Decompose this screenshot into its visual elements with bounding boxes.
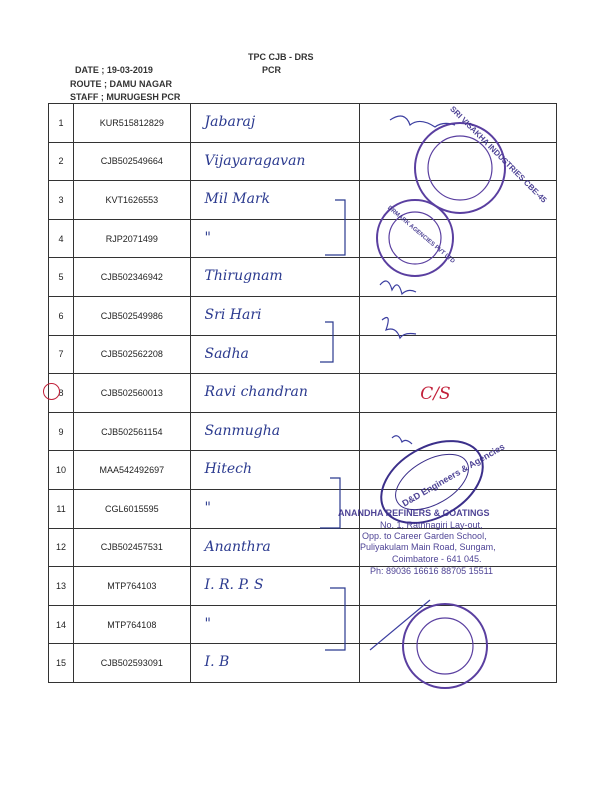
handwritten-recipient-name: Sri Hari — [204, 306, 262, 323]
table-row — [49, 335, 557, 374]
recipient-name-cell — [190, 489, 360, 528]
recipient-name-cell — [190, 296, 360, 335]
recipient-name-cell — [190, 181, 360, 220]
recipient-name-cell — [190, 374, 360, 413]
handwritten-recipient-name: Sanmugha — [204, 422, 281, 439]
handwritten-recipient-name: Sadha — [204, 345, 249, 362]
delivery-table — [48, 103, 557, 683]
serial-number: 1 — [49, 104, 74, 143]
signature-cell — [360, 219, 557, 258]
serial-number: 7 — [49, 335, 74, 374]
recipient-name-cell — [190, 219, 360, 258]
recipient-name-cell — [190, 451, 360, 490]
recipient-name-cell — [190, 335, 360, 374]
serial-number: 6 — [49, 296, 74, 335]
handwritten-recipient-name: Hitech — [204, 461, 253, 478]
consignment-code: CJB502549664 — [74, 142, 190, 181]
consignment-code: CGL6015595 — [74, 489, 190, 528]
signature-cell — [360, 335, 557, 374]
row-8-red-circle-mark — [43, 383, 60, 400]
route-line: ROUTE ; DAMU NAGAR — [70, 79, 172, 89]
consignment-code: RJP2071499 — [74, 219, 190, 258]
stamp-anandha-line1: ANANDHA REFINERS & COATINGS — [338, 508, 490, 518]
consignment-code: MTP764103 — [74, 567, 190, 606]
serial-number: 8 — [49, 374, 74, 413]
signature-cell — [360, 296, 557, 335]
signature-cell — [360, 412, 557, 451]
handwritten-recipient-name: Jabaraj — [204, 114, 256, 130]
recipient-name-cell — [190, 528, 360, 567]
consignment-code: CJB502560013 — [74, 374, 190, 413]
handwritten-recipient-name: Ananthra — [204, 538, 271, 555]
handwritten-recipient-name: " — [204, 499, 211, 516]
consignment-code: KUR515812829 — [74, 104, 190, 143]
serial-number: 11 — [49, 489, 74, 528]
stamp-agencies-text: DRMARK AGENCIES PVT LTD — [386, 205, 456, 265]
serial-number: 13 — [49, 567, 74, 606]
signature-cell — [360, 374, 557, 413]
handwritten-recipient-name: " — [204, 229, 211, 246]
doc-subtitle: PCR — [262, 65, 282, 75]
handwritten-recipient-name: " — [204, 615, 211, 632]
table-row — [49, 644, 557, 683]
consignment-code: CJB502561154 — [74, 412, 190, 451]
table-row — [49, 142, 557, 181]
consignment-code: CJB502346942 — [74, 258, 190, 297]
recipient-name-cell — [190, 644, 360, 683]
recipient-name-cell — [190, 412, 360, 451]
consignment-code: CJB502457531 — [74, 528, 190, 567]
consignment-code: CJB502593091 — [74, 644, 190, 683]
handwritten-recipient-name: Thirugnam — [204, 268, 283, 285]
consignment-code: CJB502549986 — [74, 296, 190, 335]
serial-number: 3 — [49, 181, 74, 220]
stamp-anandha-line2: No. 1, Rathnagiri Lay-out, — [380, 520, 483, 530]
stamp-anandha-line6: Ph: 89036 16616 88705 15511 — [370, 566, 493, 576]
table-row — [49, 412, 557, 451]
stamp-anandha-line4: Puliyakulam Main Road, Sungam, — [360, 542, 496, 552]
table-row — [49, 605, 557, 644]
consignment-code: MAA542492697 — [74, 451, 190, 490]
table-row — [49, 219, 557, 258]
doc-title: TPC CJB - DRS — [248, 52, 314, 62]
recipient-name-cell — [190, 605, 360, 644]
stamp-sri-visakha-text: SRI VISAKHA INDUSTRIES CBE-45 — [448, 104, 549, 205]
stamp-dnd-text: D&D Engineers & Agencies — [400, 441, 507, 509]
serial-number: 15 — [49, 644, 74, 683]
consignment-code: KVT1626553 — [74, 181, 190, 220]
signature-cell — [360, 644, 557, 683]
serial-number: 5 — [49, 258, 74, 297]
serial-number: 4 — [49, 219, 74, 258]
stamp-anandha-line3: Opp. to Career Garden School, — [362, 531, 487, 541]
signature-cell — [360, 142, 557, 181]
date-line: DATE ; 19-03-2019 — [75, 65, 153, 75]
table-row — [49, 296, 557, 335]
recipient-name-cell — [190, 104, 360, 143]
handwritten-recipient-name: Ravi chandran — [204, 384, 308, 401]
table-row — [49, 374, 557, 413]
signature-cell — [360, 605, 557, 644]
red-signature-mark: C/S — [420, 384, 451, 405]
recipient-name-cell — [190, 142, 360, 181]
serial-number: 14 — [49, 605, 74, 644]
signature-cell — [360, 258, 557, 297]
handwritten-recipient-name: Vijayaragavan — [204, 152, 306, 169]
serial-number: 9 — [49, 412, 74, 451]
handwritten-recipient-name: I. R. P. S — [204, 577, 264, 594]
recipient-name-cell — [190, 567, 360, 606]
handwritten-recipient-name: I. B — [204, 654, 230, 671]
staff-line: STAFF ; MURUGESH PCR — [70, 92, 181, 102]
consignment-code: MTP764108 — [74, 605, 190, 644]
recipient-name-cell — [190, 258, 360, 297]
handwritten-recipient-name: Mil Mark — [204, 191, 271, 208]
serial-number: 2 — [49, 142, 74, 181]
table-row — [49, 181, 557, 220]
serial-number: 12 — [49, 528, 74, 567]
stamp-anandha-line5: Coimbatore - 641 045. — [392, 554, 482, 564]
serial-number: 10 — [49, 451, 74, 490]
table-row — [49, 258, 557, 297]
consignment-code: CJB502562208 — [74, 335, 190, 374]
